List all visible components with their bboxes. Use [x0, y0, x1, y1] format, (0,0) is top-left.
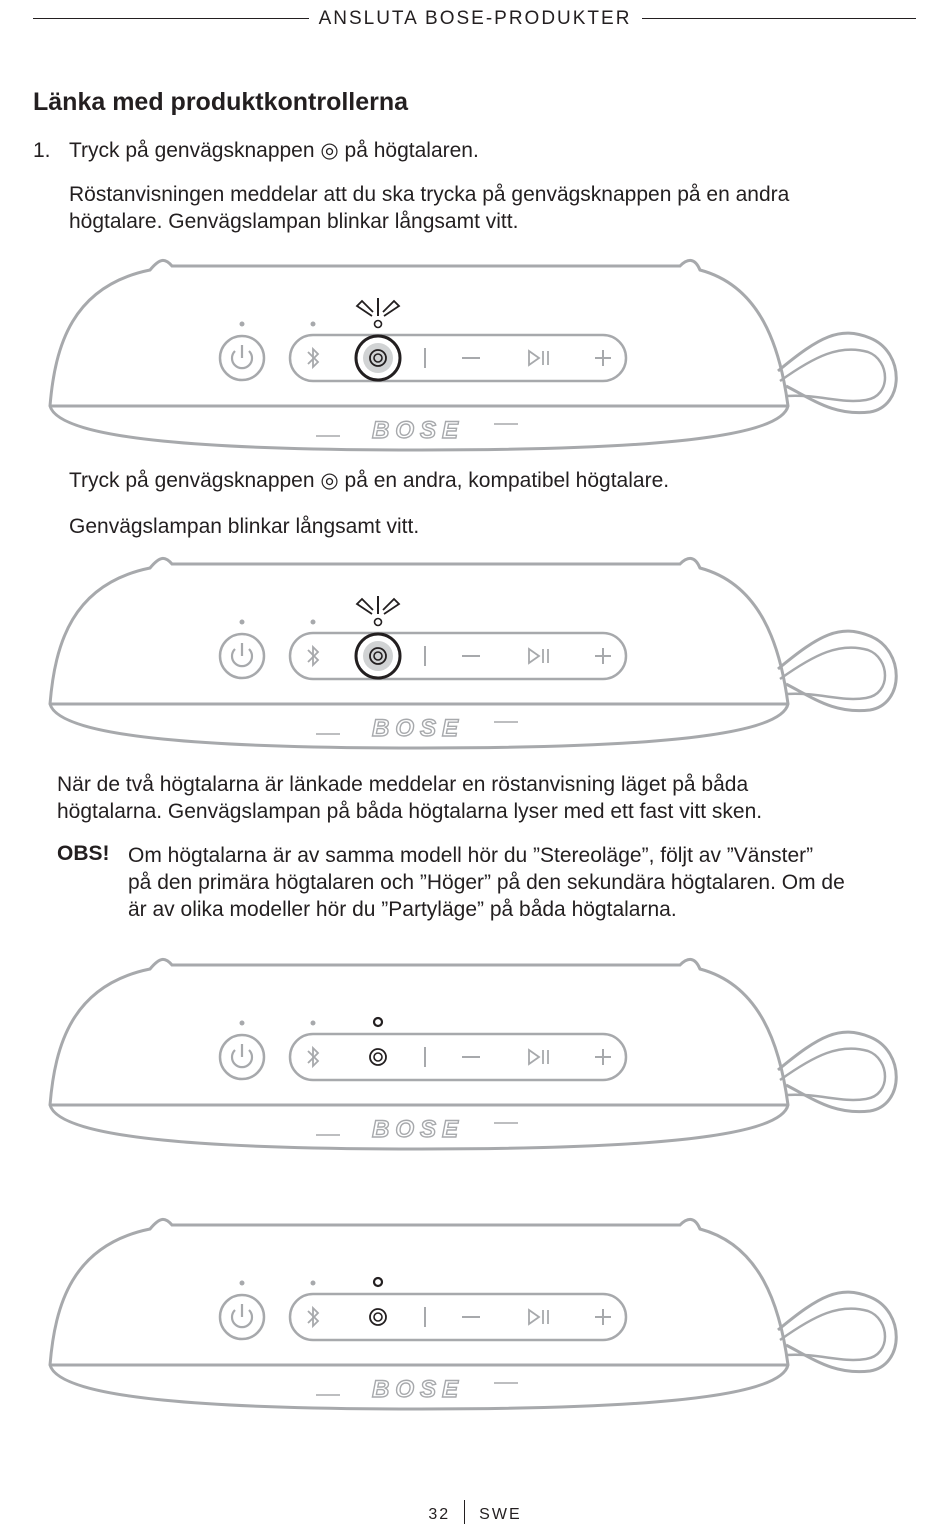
step2-result: Genvägslampan blinkar långsamt vitt.	[69, 515, 420, 538]
shortcut-button-icon	[370, 1018, 386, 1065]
language-code: SWE	[479, 1506, 522, 1524]
shortcut-button-icon	[370, 1278, 386, 1325]
shortcut-button-icon	[356, 596, 400, 678]
section-title: Länka med produktkontrollerna	[33, 88, 409, 116]
note-label: OBS!	[57, 842, 110, 865]
footer-separator	[464, 1500, 465, 1524]
note-line1: Om högtalarna är av samma modell hör du ”Stereoläge”, följt av ”Vänster”	[128, 844, 814, 867]
speaker-illustration	[0, 1215, 950, 1435]
page-footer	[0, 1503, 950, 1527]
step1-text: Tryck på genvägsknappen ◎ på högtalaren.	[69, 139, 479, 162]
linked-line1: När de två högtalarna är länkade meddelar en röstanvisning läget på båda	[57, 773, 749, 796]
note-line3: är av olika modeller hör du ”Partyläge” på båda högtalarna.	[128, 898, 677, 921]
note-line2: på den primära högtalaren och ”Höger” på den sekundära högtalaren. Om de	[128, 871, 845, 894]
brand-logo: BOSE	[371, 1376, 465, 1403]
step1-result-line1: Röstanvisningen meddelar att du ska trycka på genvägsknappen på en andra	[69, 183, 790, 206]
shortcut-button-icon	[356, 298, 400, 380]
linked-line2: högtalarna. Genvägslampan på båda högtalarna lyser med ett fast vitt sken.	[57, 800, 763, 823]
step-number: 1.	[33, 139, 51, 162]
brand-logo: BOSE	[371, 417, 465, 444]
speaker-illustration	[0, 554, 950, 774]
speaker-illustration	[0, 256, 950, 476]
brand-logo: BOSE	[371, 715, 465, 742]
brand-logo: BOSE	[371, 1116, 465, 1143]
header-title: ANSLUTA BOSE-PRODUKTER	[0, 8, 950, 30]
step1-result-line2: högtalare. Genvägslampan blinkar långsamt vitt.	[69, 210, 519, 233]
speaker-illustration	[0, 955, 950, 1175]
step2-text: Tryck på genvägsknappen ◎ på en andra, kompatibel högtalare.	[69, 469, 670, 492]
page-number: 32	[428, 1506, 451, 1524]
